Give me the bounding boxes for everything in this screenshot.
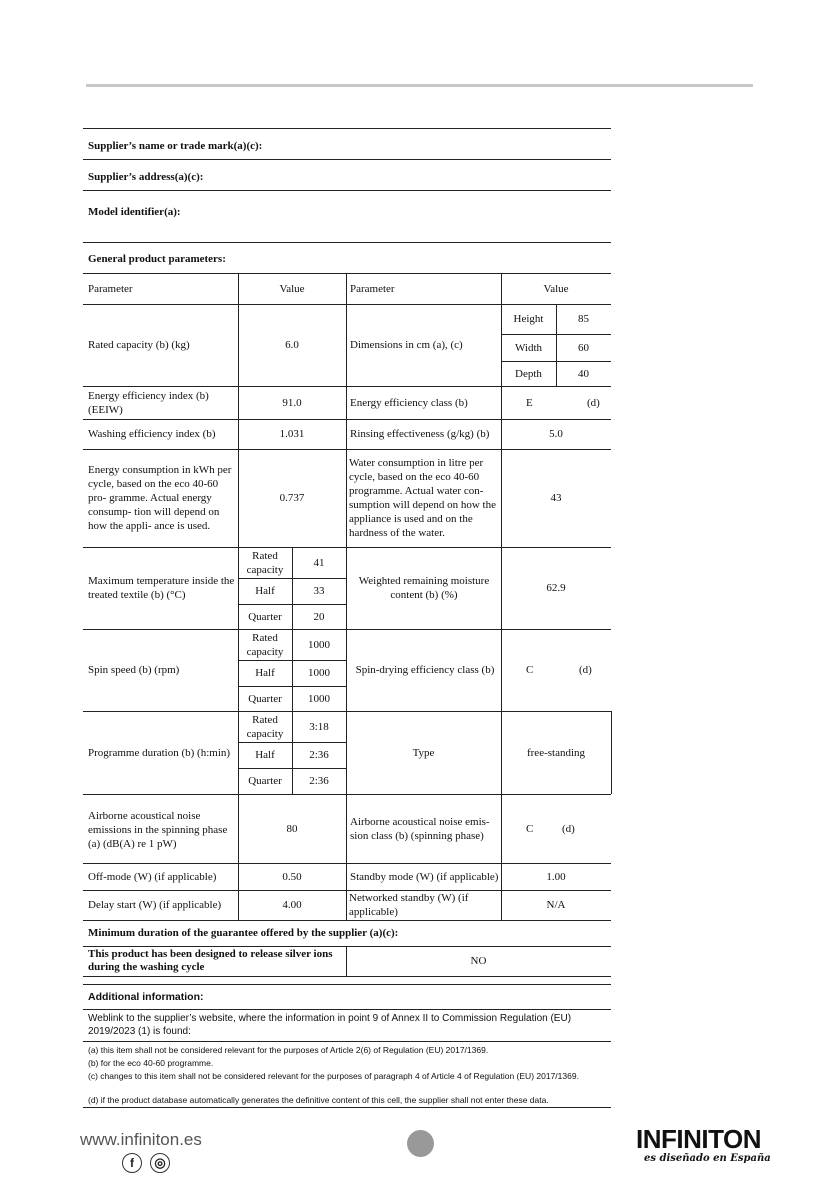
guarantee-label: Minimum duration of the guarantee offered by the supplier (a)(c):: [88, 927, 399, 939]
brand-tagline: es diseñado en España: [644, 1153, 771, 1164]
weblink-text: Weblink to the supplier’s website, where the information in point 9 of Annex II to Commission Regulation (EU) 2019/2023 (1) is found:: [88, 1013, 572, 1037]
rated-capacity-sub: Rated capacity: [246, 631, 284, 658]
delay-label: Delay start (W) (if applicable): [88, 899, 222, 911]
off-mode-value: 0.50: [282, 870, 302, 883]
water-consumption-label: Water consumption in litre per cycle, based on the eco 40-60 programme. Actual water con- sumption will depend on how the appliance is used and on the hardness of the water.: [349, 457, 496, 539]
rule: [83, 159, 611, 160]
spin-class-note: (d): [579, 664, 592, 676]
networked-label: Networked standby (W) (if applicable): [349, 892, 469, 918]
depth-label: Depth: [515, 367, 542, 380]
noise-class-note: (d): [562, 822, 575, 835]
brand-logo: INFINITON: [636, 1124, 762, 1154]
footnote-b: (b) for the eco 40-60 programme.: [88, 1058, 214, 1068]
instagram-icon[interactable]: ◎: [150, 1153, 170, 1173]
networked-value: N/A: [546, 899, 566, 911]
noise-value: 80: [286, 822, 298, 835]
moisture-label: Weighted remaining moisture content (b) (%): [358, 575, 490, 601]
quarter-sub: Quarter: [248, 610, 282, 623]
additional-label: Additional information:: [88, 990, 204, 1003]
washing-eff-label: Washing efficiency index (b): [88, 428, 216, 440]
duration-quarter: 2:36: [309, 775, 329, 787]
col-value-header-2: Value: [543, 282, 569, 295]
noise-class-label: Airborne acoustical noise emis- sion class (b) (spinning phase): [350, 815, 490, 842]
spin-class-label: Spin-drying efficiency class (b): [355, 664, 495, 676]
type-value: free-standing: [526, 746, 586, 759]
rinsing-value: 5.0: [549, 428, 563, 440]
noise-label: Airborne acoustical noise emissions in the spinning phase (a) (dB(A) re 1 pW): [88, 809, 228, 850]
supplier-address-label: Supplier’s address(a)(c):: [88, 171, 204, 183]
col-parameter-header-2: Parameter: [350, 282, 395, 295]
spin-rated: 1000: [308, 638, 330, 651]
moisture-value: 62.9: [546, 582, 566, 594]
type-label: Type: [412, 746, 435, 759]
footnote-c: (c) changes to this item shall not be considered relevant for the purposes of paragraph 4 of Article 4 of Regulation (EU) 2017/1369.: [88, 1071, 579, 1081]
quarter-sub: Quarter: [248, 775, 282, 787]
duration-label: Programme duration (b) (h:min): [88, 746, 231, 759]
width-label: Width: [514, 341, 543, 354]
quarter-sub: Quarter: [248, 692, 282, 705]
energy-class-value: E: [526, 396, 533, 409]
off-mode-label: Off-mode (W) (if applicable): [88, 870, 217, 883]
model-identifier-label: Model identifier(a):: [88, 206, 181, 218]
energy-consumption-value: 0.737: [279, 492, 305, 504]
max-temp-quarter: 20: [313, 610, 325, 623]
website-url[interactable]: www.infiniton.es: [80, 1130, 202, 1149]
washing-eff-value: 1.031: [279, 428, 305, 440]
top-rule: [86, 84, 753, 87]
width-value: 60: [578, 341, 589, 354]
duration-rated: 3:18: [309, 720, 329, 733]
dimensions-label: Dimensions in cm (a), (c): [350, 339, 463, 351]
spin-quarter: 1000: [308, 692, 330, 705]
rated-capacity-sub: Rated capacity: [246, 549, 284, 576]
noise-class-value: C: [526, 822, 534, 835]
page-number-badge: [407, 1130, 434, 1157]
half-sub: Half: [255, 749, 275, 761]
half-sub: Half: [255, 667, 275, 679]
spin-speed-label: Spin speed (b) (rpm): [88, 664, 180, 676]
footnote-a: (a) this item shall not be considered relevant for the purposes of Article 2(6) of Regulation (EU) 2017/1369.: [88, 1045, 489, 1055]
depth-value: 40: [578, 367, 589, 380]
energy-consumption-label: Energy consumption in kWh per cycle, based on the eco 40-60 pro- gramme. Actual energy consump- tion will depend on how the appli- ance is used.: [88, 464, 232, 532]
facebook-icon[interactable]: f: [122, 1153, 142, 1173]
spin-half: 1000: [308, 667, 330, 679]
rule: [83, 128, 611, 129]
height-label: Height: [513, 313, 544, 325]
rinsing-label: Rinsing effectiveness (g/kg) (b): [350, 428, 490, 440]
energy-class-label: Energy efficiency class (b): [350, 396, 468, 409]
max-temp-label: Maximum temperature inside the treated textile (b) (°C): [88, 575, 235, 601]
half-sub: Half: [255, 585, 275, 597]
rule: [83, 242, 611, 243]
rated-capacity-label: Rated capacity (b) (kg): [88, 339, 190, 351]
silver-label: This product has been designed to release silver ions during the washing cycle: [88, 948, 333, 973]
col-parameter-header: Parameter: [88, 282, 133, 295]
silver-value: NO: [470, 955, 487, 967]
standby-label: Standby mode (W) (if applicable): [350, 870, 499, 883]
max-temp-rated: 41: [313, 556, 325, 569]
rated-capacity-value: 6.0: [285, 339, 299, 351]
eei-label: Energy efficiency index (b) (EEIW): [88, 390, 209, 416]
general-parameters-label: General product parameters:: [88, 253, 226, 265]
spin-class-value: C: [526, 664, 534, 676]
col-value-header: Value: [279, 282, 305, 295]
height-value: 85: [578, 313, 589, 325]
supplier-name-label: Supplier’s name or trade mark(a)(c):: [88, 140, 263, 152]
water-consumption-value: 43: [550, 492, 562, 504]
max-temp-half: 33: [313, 585, 325, 597]
eei-value: 91.0: [282, 396, 302, 409]
rule: [83, 190, 611, 191]
rated-capacity-sub: Rated capacity: [246, 713, 284, 740]
standby-value: 1.00: [546, 870, 566, 883]
footnote-d: (d) if the product database automatically generates the definitive content of this cell, the supplier shall not enter these data.: [88, 1095, 549, 1105]
delay-value: 4.00: [282, 899, 302, 911]
duration-half: 2:36: [309, 749, 329, 761]
energy-class-note: (d): [587, 396, 600, 409]
